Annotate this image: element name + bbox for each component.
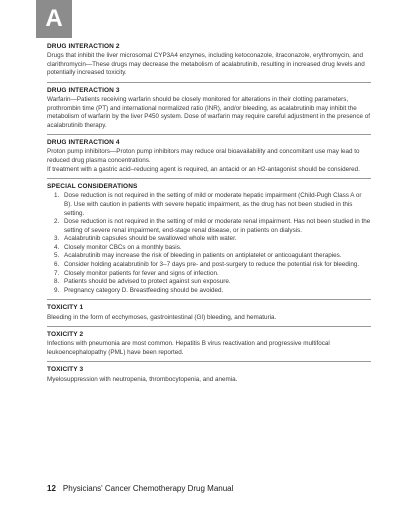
page-number: 12 — [47, 484, 56, 493]
special-considerations-section — [47, 183, 371, 300]
list-number: 3. — [54, 235, 60, 243]
drug-interaction-4-section — [47, 139, 371, 179]
section-paragraph: Drugs that inhibit the liver microsomal CYP3A4 enzymes, including ketoconazole, itraconazole, erythromycin, and clarithromycin—These drugs may decrease the metabolism of acalabrutinib, resulting in increased drug levels and potentially increased toxicity. — [47, 52, 365, 77]
list-item — [47, 192, 371, 218]
section-heading: DRUG INTERACTION 2 — [47, 43, 120, 50]
list-item — [47, 235, 371, 244]
toxicity-2-section — [47, 331, 371, 362]
section-heading: SPECIAL CONSIDERATIONS — [47, 183, 138, 191]
list-item-text: Closely monitor CBCs on a monthly basis. — [64, 243, 182, 251]
list-item-text: Dose reduction is not required in the setting of mild or moderate hepatic impairment (Child-Pugh Class A or B). Use with caution in patients with severe hepatic impairment, as the drug has not been studied in this setting. — [64, 192, 362, 217]
list-item-text: Patients should be advised to protect against sun exposure. — [64, 278, 231, 286]
list-item-text: Dose reduction is not required in the setting of mild or moderate renal impairment. Has not been studied in the setting of severe renal impairment, end-stage renal disease, or in patients on dialysis. — [64, 218, 371, 234]
list-number: 1. — [54, 192, 60, 200]
list-item — [47, 252, 371, 261]
page-content — [47, 43, 371, 392]
section-heading: TOXICITY 3 — [47, 366, 84, 374]
drug-interaction-3-section — [47, 87, 371, 135]
list-item — [47, 261, 371, 270]
list-item — [47, 218, 371, 235]
section-paragraph: Proton pump inhibitors—Proton pump inhibitors may reduce oral bioavailability and concomitant use may lead to reduced drug plasma concentrations. — [47, 148, 360, 165]
section-heading: TOXICITY 1 — [47, 304, 84, 312]
list-number: 7. — [54, 269, 60, 277]
list-item — [47, 244, 371, 253]
list-item-text: Consider holding acalabrutinib for 3–7 days pre- and post-surgery to reduce the potential risk for bleeding. — [64, 261, 360, 269]
list-number: 9. — [54, 286, 60, 294]
book-title: Physicians' Cancer Chemotherapy Drug Manual — [62, 484, 234, 493]
list-item-text: Closely monitor patients for fever and signs of infection. — [64, 269, 219, 277]
section-heading: DRUG INTERACTION 3 — [47, 86, 120, 94]
list-item — [47, 287, 371, 296]
list-number: 6. — [54, 261, 60, 269]
list-number: 4. — [54, 243, 60, 251]
page-footer — [47, 484, 233, 493]
list-item — [47, 270, 371, 279]
toxicity-1-section — [47, 304, 371, 327]
section-heading: TOXICITY 2 — [47, 331, 84, 339]
list-item-text: Pregnancy category D. Breastfeeding should be avoided. — [64, 286, 224, 294]
section-paragraph: Myelosuppression with neutropenia, thrombocytopenia, and anemia. — [47, 375, 238, 383]
list-item-text: Acalabrutinib capsules should be swallowed whole with water. — [64, 235, 237, 243]
list-item — [47, 278, 371, 287]
list-number: 5. — [54, 252, 60, 260]
section-paragraph: If treatment with a gastric acid–reducing agent is required, an antacid or an H2-antagonist should be considered. — [47, 165, 360, 173]
toxicity-3-section — [47, 366, 371, 388]
drug-interaction-2-section — [47, 43, 371, 83]
section-paragraph: Warfarin—Patients receiving warfarin should be closely monitored for alterations in their clotting parameters, prothrombin time (PT) and international normalized ratio (INR), and/or bleeding, as acalabrutinib may inhibit the metabolism of warfarin by the liver P450 system. Dose of warfarin may require careful adjustment in the presence of acalabrutinib therapy. — [47, 95, 371, 129]
section-paragraph: Bleeding in the form of ecchymoses, gastrointestinal (GI) bleeding, and hematuria. — [47, 313, 277, 321]
section-letter-tab: A — [36, 0, 72, 38]
list-number: 8. — [54, 278, 60, 286]
list-number: 2. — [54, 218, 60, 226]
section-paragraph: Infections with pneumonia are most common. Hepatitis B virus reactivation and progressive multifocal leukoencephalopathy (PML) have been reported. — [47, 340, 330, 356]
list-item-text: Acalabrutinib may increase the risk of bleeding in patients on antiplatelet or anticoagulant therapies. — [64, 252, 342, 260]
considerations-list — [47, 192, 371, 295]
section-heading: DRUG INTERACTION 4 — [47, 139, 120, 147]
